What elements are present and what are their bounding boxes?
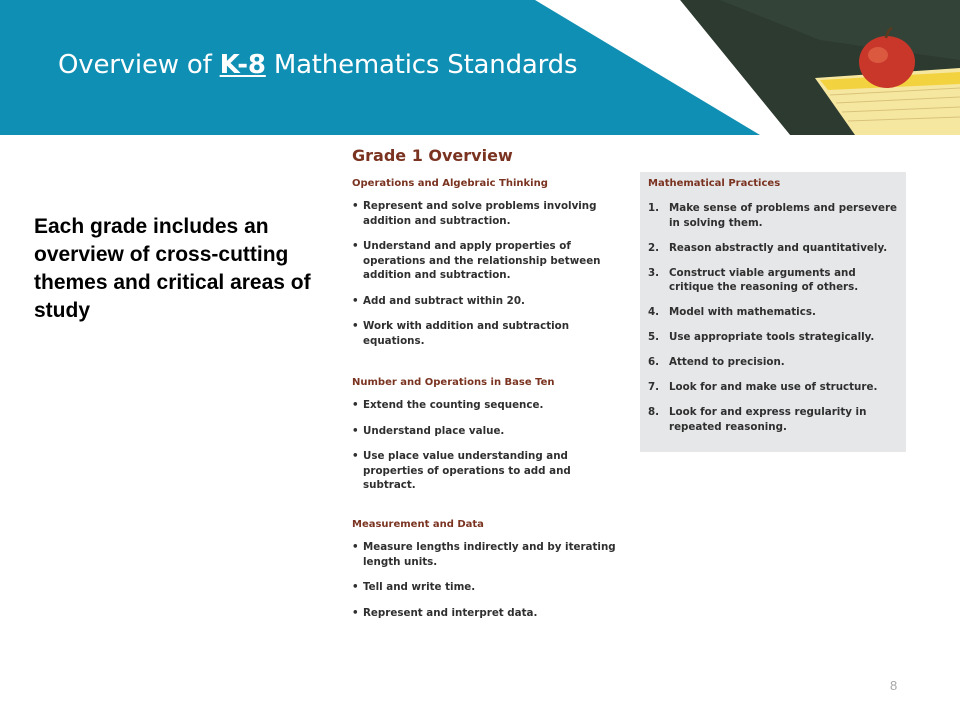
- list-item: • Use place value understanding and properties of operations to add and subtract.: [352, 449, 622, 493]
- page-number: 8: [890, 678, 898, 693]
- document-title: Grade 1 Overview: [352, 146, 513, 165]
- list-item: • Extend the counting sequence.: [352, 398, 622, 413]
- list-item: • Represent and interpret data.: [352, 606, 622, 621]
- practice-item: 5. Use appropriate tools strategically.: [648, 331, 875, 343]
- slide-title: [58, 50, 577, 80]
- title-suffix: Mathematics Standards: [265, 50, 578, 80]
- practice-item: 4. Model with mathematics.: [648, 306, 816, 318]
- section-measurement-data: [352, 519, 622, 631]
- grade-overview-document: [340, 138, 920, 638]
- title-prefix: Overview of: [58, 50, 220, 80]
- section-title: Number and Operations in Base Ten: [352, 377, 555, 388]
- title-highlight: K-8: [219, 50, 266, 80]
- section-number-operations: [352, 377, 622, 504]
- list-item: • Tell and write time.: [352, 580, 622, 595]
- list-item: • Understand and apply properties of operations and the relationship between addition and subtraction.: [352, 239, 622, 283]
- section-title: Measurement and Data: [352, 519, 484, 530]
- intro-text: Each grade includes an overview of cross-cutting themes and critical areas of study: [34, 215, 311, 322]
- section-title: Operations and Algebraic Thinking: [352, 178, 548, 189]
- practice-item: 7. Look for and make use of structure.: [648, 381, 878, 393]
- list-item: • Work with addition and subtraction equations.: [352, 319, 622, 348]
- practice-item: 3. Construct viable arguments and critique the reasoning of others.: [648, 266, 859, 293]
- practice-item: 1. Make sense of problems and persevere in solving them.: [648, 202, 897, 229]
- practice-item: 6. Attend to precision.: [648, 356, 785, 368]
- list-item: • Add and subtract within 20.: [352, 294, 622, 309]
- mathematical-practices-box: [640, 172, 906, 452]
- practice-item: 8. Look for and express regularity in repeated reasoning.: [648, 406, 867, 433]
- section-operations-algebraic: [352, 178, 622, 359]
- list-item: • Understand place value.: [352, 424, 622, 439]
- list-item: • Represent and solve problems involving addition and subtraction.: [352, 199, 622, 228]
- practices-title: Mathematical Practices: [648, 178, 781, 189]
- list-item: • Measure lengths indirectly and by iterating length units.: [352, 540, 622, 569]
- practice-item: 2. Reason abstractly and quantitatively.: [648, 241, 888, 254]
